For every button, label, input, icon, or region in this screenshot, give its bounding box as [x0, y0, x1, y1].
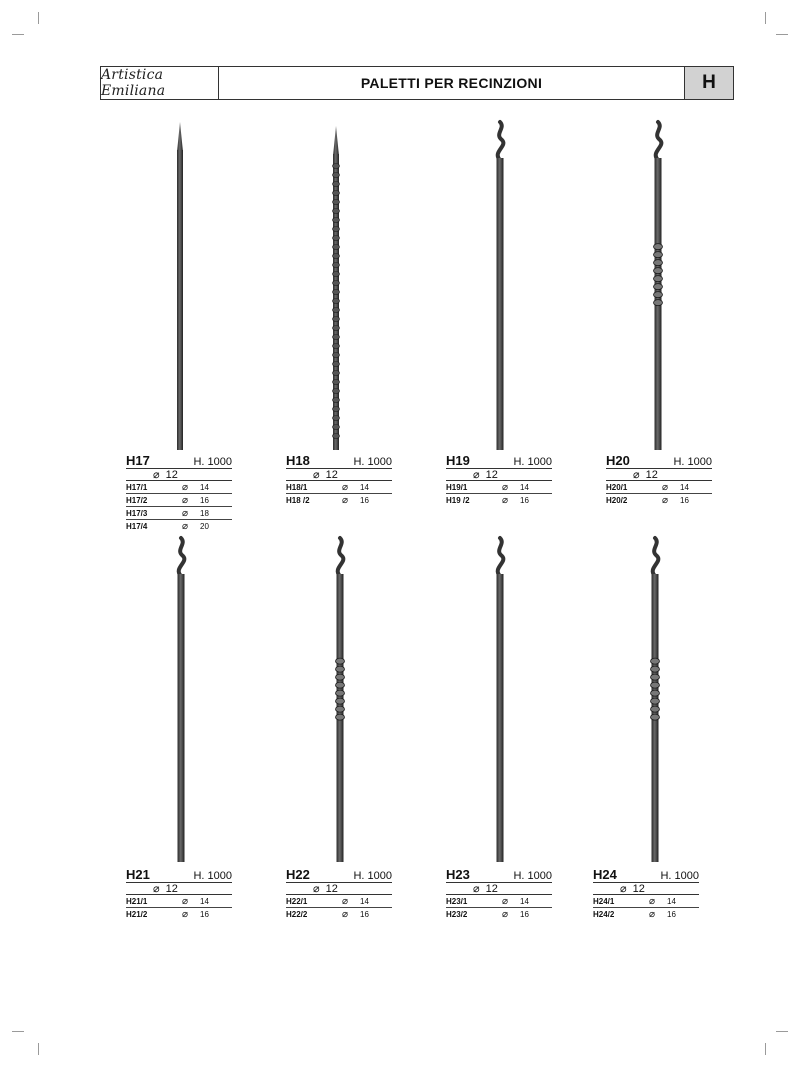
product-height: H. 1000: [353, 456, 392, 468]
product-height: H. 1000: [673, 456, 712, 468]
base-diameter-row: [606, 468, 712, 481]
diameter-icon: ⌀: [633, 468, 640, 481]
diameter-icon: ⌀: [502, 481, 509, 493]
base-diameter: 12: [645, 468, 658, 481]
diameter-icon: ⌀: [313, 468, 320, 481]
variant-table: [446, 481, 552, 506]
diameter-icon: ⌀: [473, 468, 480, 481]
flame-tip: [656, 122, 662, 160]
base-diameter: 12: [165, 468, 178, 481]
variant-code: H20/1: [606, 482, 628, 492]
product-h24: [593, 535, 699, 955]
fence-post-drawing: [126, 118, 232, 454]
variant-diameter: 20: [200, 521, 209, 531]
product-h18: [286, 118, 392, 538]
post-shaft: [177, 150, 183, 450]
crop-mark: [12, 1031, 24, 1032]
product-height: H. 1000: [353, 870, 392, 882]
diameter-icon: ⌀: [502, 895, 509, 907]
product-code: H18: [286, 453, 310, 468]
diameter-icon: ⌀: [620, 882, 627, 895]
base-diameter-row: [286, 468, 392, 481]
flame-tip: [338, 538, 344, 576]
product-info: [446, 867, 552, 920]
base-diameter-row: [286, 882, 392, 895]
diameter-icon: ⌀: [182, 481, 189, 493]
variant-row: [126, 494, 232, 507]
fence-post-drawing: [446, 118, 552, 454]
code-row: [286, 867, 392, 882]
variant-table: [606, 481, 712, 506]
product-height: H. 1000: [193, 870, 232, 882]
post-shaft: [178, 574, 185, 862]
crop-mark: [776, 1031, 788, 1032]
product-code: H22: [286, 867, 310, 882]
base-diameter: 12: [325, 882, 338, 895]
variant-diameter: 14: [520, 896, 529, 906]
variant-row: [126, 895, 232, 908]
crop-mark: [765, 1043, 766, 1055]
base-diameter-row: [446, 468, 552, 481]
code-row: [606, 453, 712, 468]
code-row: [126, 453, 232, 468]
variant-code: H23/2: [446, 909, 468, 919]
variant-code: H18 /2: [286, 495, 310, 505]
product-height: H. 1000: [513, 456, 552, 468]
product-info: [606, 453, 712, 506]
code-row: [593, 867, 699, 882]
variant-row: [593, 908, 699, 920]
variant-diameter: 14: [680, 482, 689, 492]
base-diameter-row: [126, 882, 232, 895]
variant-diameter: 16: [200, 909, 209, 919]
diameter-icon: ⌀: [153, 468, 160, 481]
fence-post-drawing: [286, 535, 392, 866]
variant-diameter: 14: [200, 482, 209, 492]
product-info: [126, 867, 232, 920]
product-code: H21: [126, 867, 150, 882]
diameter-icon: ⌀: [662, 494, 669, 506]
base-diameter-row: [446, 882, 552, 895]
variant-code: H18/1: [286, 482, 308, 492]
product-h21: [126, 535, 232, 955]
variant-row: [286, 895, 392, 908]
crop-mark: [776, 34, 788, 35]
product-code: H17: [126, 453, 150, 468]
flame-tip: [498, 538, 504, 576]
fence-post-drawing: [286, 118, 392, 454]
post-shaft: [497, 158, 504, 450]
product-code: H23: [446, 867, 470, 882]
variant-row: [126, 481, 232, 494]
diameter-icon: ⌀: [182, 494, 189, 506]
product-info: [126, 453, 232, 532]
base-diameter: 12: [165, 882, 178, 895]
base-diameter: 12: [632, 882, 645, 895]
variant-diameter: 16: [520, 495, 529, 505]
variant-row: [606, 481, 712, 494]
product-info: [446, 453, 552, 506]
variant-code: H17/2: [126, 495, 148, 505]
flame-tip: [653, 538, 659, 576]
base-diameter: 12: [485, 882, 498, 895]
product-height: H. 1000: [193, 456, 232, 468]
diameter-icon: ⌀: [313, 882, 320, 895]
variant-diameter: 14: [360, 896, 369, 906]
product-h20: [606, 118, 712, 538]
base-diameter: 12: [485, 468, 498, 481]
brand-logo: Artistica Emiliana: [101, 67, 219, 99]
variant-code: H23/1: [446, 896, 468, 906]
fence-post-drawing: [606, 118, 712, 454]
variant-code: H21/1: [126, 896, 148, 906]
variant-row: [126, 520, 232, 532]
variant-diameter: 18: [200, 508, 209, 518]
variant-code: H17/1: [126, 482, 148, 492]
variant-row: [126, 908, 232, 920]
code-row: [126, 867, 232, 882]
product-height: H. 1000: [513, 870, 552, 882]
variant-code: H20/2: [606, 495, 628, 505]
variant-row: [126, 507, 232, 520]
variant-table: [593, 895, 699, 920]
variant-row: [446, 908, 552, 920]
variant-code: H22/1: [286, 896, 308, 906]
crop-mark: [12, 34, 24, 35]
variant-diameter: 16: [667, 909, 676, 919]
product-code: H20: [606, 453, 630, 468]
diameter-icon: ⌀: [342, 494, 349, 506]
crop-mark: [765, 12, 766, 24]
diameter-icon: ⌀: [662, 481, 669, 493]
variant-row: [286, 481, 392, 494]
variant-code: H17/3: [126, 508, 148, 518]
product-code: H24: [593, 867, 617, 882]
diameter-icon: ⌀: [182, 507, 189, 519]
fence-post-drawing: [593, 535, 699, 866]
flame-tip: [498, 122, 504, 160]
diameter-icon: ⌀: [473, 882, 480, 895]
variant-diameter: 16: [680, 495, 689, 505]
product-info: [286, 453, 392, 506]
diameter-icon: ⌀: [182, 895, 189, 907]
product-info: [593, 867, 699, 920]
crop-mark: [38, 1043, 39, 1055]
variant-code: H17/4: [126, 521, 148, 531]
variant-table: [286, 895, 392, 920]
variant-diameter: 14: [200, 896, 209, 906]
code-row: [286, 453, 392, 468]
diameter-icon: ⌀: [649, 908, 656, 920]
product-info: [286, 867, 392, 920]
base-diameter: 12: [325, 468, 338, 481]
base-diameter-row: [126, 468, 232, 481]
product-h19: [446, 118, 552, 538]
variant-row: [606, 494, 712, 506]
variant-table: [126, 481, 232, 532]
diameter-icon: ⌀: [342, 895, 349, 907]
fence-post-drawing: [126, 535, 232, 866]
variant-row: [286, 908, 392, 920]
product-h17: [126, 118, 232, 538]
diameter-icon: ⌀: [342, 481, 349, 493]
code-row: [446, 453, 552, 468]
variant-row: [286, 494, 392, 506]
variant-table: [286, 481, 392, 506]
variant-code: H21/2: [126, 909, 148, 919]
variant-row: [593, 895, 699, 908]
product-h22: [286, 535, 392, 955]
variant-diameter: 16: [520, 909, 529, 919]
base-diameter-row: [593, 882, 699, 895]
variant-code: H24/2: [593, 909, 615, 919]
diameter-icon: ⌀: [342, 908, 349, 920]
variant-table: [126, 895, 232, 920]
page-header: [100, 66, 734, 100]
variant-code: H19 /2: [446, 495, 470, 505]
variant-row: [446, 494, 552, 506]
variant-diameter: 14: [667, 896, 676, 906]
diameter-icon: ⌀: [182, 520, 189, 532]
variant-code: H19/1: [446, 482, 468, 492]
variant-table: [446, 895, 552, 920]
variant-diameter: 16: [200, 495, 209, 505]
variant-code: H22/2: [286, 909, 308, 919]
code-row: [446, 867, 552, 882]
product-code: H19: [446, 453, 470, 468]
variant-diameter: 14: [520, 482, 529, 492]
page-title: PALETTI PER RECINZIONI: [360, 75, 543, 91]
diameter-icon: ⌀: [502, 908, 509, 920]
diameter-icon: ⌀: [649, 895, 656, 907]
section-badge: H: [684, 67, 733, 99]
variant-code: H24/1: [593, 896, 615, 906]
variant-row: [446, 895, 552, 908]
diameter-icon: ⌀: [502, 494, 509, 506]
variant-diameter: 14: [360, 482, 369, 492]
spike-tip: [333, 126, 339, 156]
variant-diameter: 16: [360, 909, 369, 919]
diameter-icon: ⌀: [182, 908, 189, 920]
spike-tip: [177, 122, 183, 152]
fence-post-drawing: [446, 535, 552, 866]
product-height: H. 1000: [660, 870, 699, 882]
post-shaft: [497, 574, 504, 862]
crop-mark: [38, 12, 39, 24]
product-h23: [446, 535, 552, 955]
flame-tip: [179, 538, 185, 576]
variant-diameter: 16: [360, 495, 369, 505]
variant-row: [446, 481, 552, 494]
diameter-icon: ⌀: [153, 882, 160, 895]
